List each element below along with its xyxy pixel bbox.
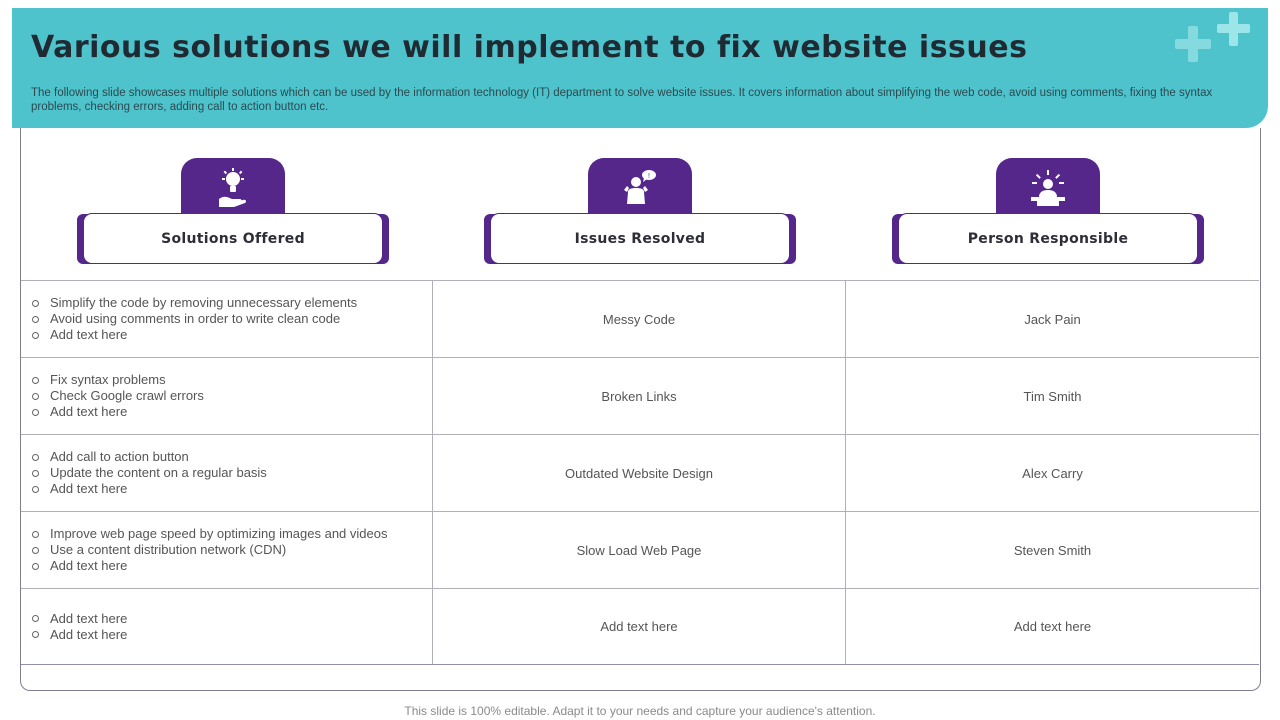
column-header-solutions	[77, 158, 389, 266]
plus-decoration-icon	[1172, 10, 1256, 70]
list-item	[32, 627, 127, 643]
column-label: Issues Resolved	[490, 213, 790, 264]
bullet-circle-icon	[32, 615, 39, 622]
list-item	[32, 526, 387, 542]
issue-text: Slow Load Web Page	[576, 542, 702, 558]
list-item	[32, 481, 267, 497]
bullet-circle-icon	[32, 547, 39, 554]
solution-text: Add call to action button	[50, 449, 189, 464]
solution-text: Add text here	[50, 626, 128, 642]
column-tab	[588, 158, 692, 218]
solution-text: Add text here	[50, 404, 128, 419]
solution-text: Update the content on a regular basis	[50, 465, 267, 480]
solutions-cell	[21, 281, 433, 357]
table-row	[21, 588, 1259, 665]
person-cell	[846, 281, 1259, 357]
column-tab	[996, 158, 1100, 218]
person-text: Jack Pain	[1024, 311, 1081, 327]
list-item	[32, 372, 204, 388]
solution-text: Add text here	[50, 558, 128, 573]
solutions-cell	[21, 512, 433, 588]
list-item	[32, 449, 267, 465]
bullet-circle-icon	[32, 486, 39, 493]
bullet-circle-icon	[32, 409, 39, 416]
solutions-cell	[21, 589, 433, 664]
solutions-cell	[21, 435, 433, 511]
list-item	[32, 558, 387, 574]
table-row	[21, 357, 1259, 434]
footer-note: This slide is 100% editable. Adapt it to your needs and capture your audience's attention.	[404, 704, 876, 718]
issue-text: Messy Code	[602, 311, 676, 327]
table-row	[21, 511, 1259, 588]
list-item	[32, 465, 267, 481]
bullet-circle-icon	[32, 454, 39, 461]
list-item	[32, 327, 357, 343]
bullet-circle-icon	[32, 316, 39, 323]
page-subtitle: The following slide showcases multiple solutions which can be used by the information technology (IT) department to solve website issues. It covers information about simplifying the web code, avoid using comments, fixing the syntax problems, checking errors, adding call to action button etc.	[31, 87, 1213, 113]
bullet-circle-icon	[32, 531, 39, 538]
person-text: Add text here	[1013, 619, 1092, 634]
solution-text: Add text here	[50, 610, 128, 626]
table-row	[21, 434, 1259, 511]
issue-cell	[433, 435, 846, 511]
speaker-podium-icon	[1027, 167, 1069, 209]
person-cell	[846, 512, 1259, 588]
issue-text: Outdated Website Design	[565, 465, 713, 481]
issue-cell	[433, 358, 846, 434]
bullet-circle-icon	[32, 563, 39, 570]
bullet-circle-icon	[32, 393, 39, 400]
list-item	[32, 295, 357, 311]
list-item	[32, 542, 387, 558]
bullet-circle-icon	[32, 332, 39, 339]
person-cell	[846, 589, 1259, 664]
svg-text:!: !	[648, 173, 650, 180]
solutions-list	[32, 611, 127, 643]
solution-text: Add text here	[50, 327, 128, 342]
column-label: Person Responsible	[898, 213, 1198, 264]
issue-text: Add text here	[600, 619, 678, 634]
list-item	[32, 388, 204, 404]
table-row	[21, 280, 1259, 357]
solutions-list	[32, 295, 357, 343]
person-text: Steven Smith	[1013, 542, 1092, 558]
solution-text: Use a content distribution network (CDN)	[50, 542, 287, 557]
list-item	[32, 404, 204, 420]
issue-cell	[433, 589, 846, 664]
bullet-circle-icon	[32, 377, 39, 384]
solutions-table	[21, 280, 1259, 665]
bullet-circle-icon	[32, 631, 39, 638]
person-speech-icon	[622, 168, 658, 208]
bullet-circle-icon	[32, 470, 39, 477]
issue-cell	[433, 512, 846, 588]
solution-text: Fix syntax problems	[50, 372, 166, 387]
solution-text: Avoid using comments in order to write clean code	[50, 311, 341, 326]
lightbulb-hand-icon	[216, 167, 250, 209]
person-cell	[846, 435, 1259, 511]
person-cell	[846, 358, 1259, 434]
bullet-circle-icon	[32, 300, 39, 307]
issue-text: Broken Links	[601, 388, 677, 404]
solution-text: Improve web page speed by optimizing images and videos	[50, 526, 388, 541]
solutions-list	[32, 372, 204, 420]
solutions-list	[32, 449, 267, 497]
solution-text: Add text here	[50, 481, 128, 496]
list-item	[32, 611, 127, 627]
solutions-cell	[21, 358, 433, 434]
solution-text: Check Google crawl errors	[50, 388, 204, 403]
person-text: Tim Smith	[1023, 388, 1082, 404]
solutions-list	[32, 526, 387, 574]
list-item	[32, 311, 357, 327]
column-header-issues	[484, 158, 796, 266]
column-header-person	[892, 158, 1204, 266]
person-text: Alex Carry	[1022, 465, 1083, 481]
issue-cell	[433, 281, 846, 357]
column-label: Solutions Offered	[83, 213, 383, 264]
solution-text: Simplify the code by removing unnecessary elements	[50, 295, 358, 310]
column-tab	[181, 158, 285, 218]
page-title: Various solutions we will implement to fix website issues	[31, 30, 1028, 65]
